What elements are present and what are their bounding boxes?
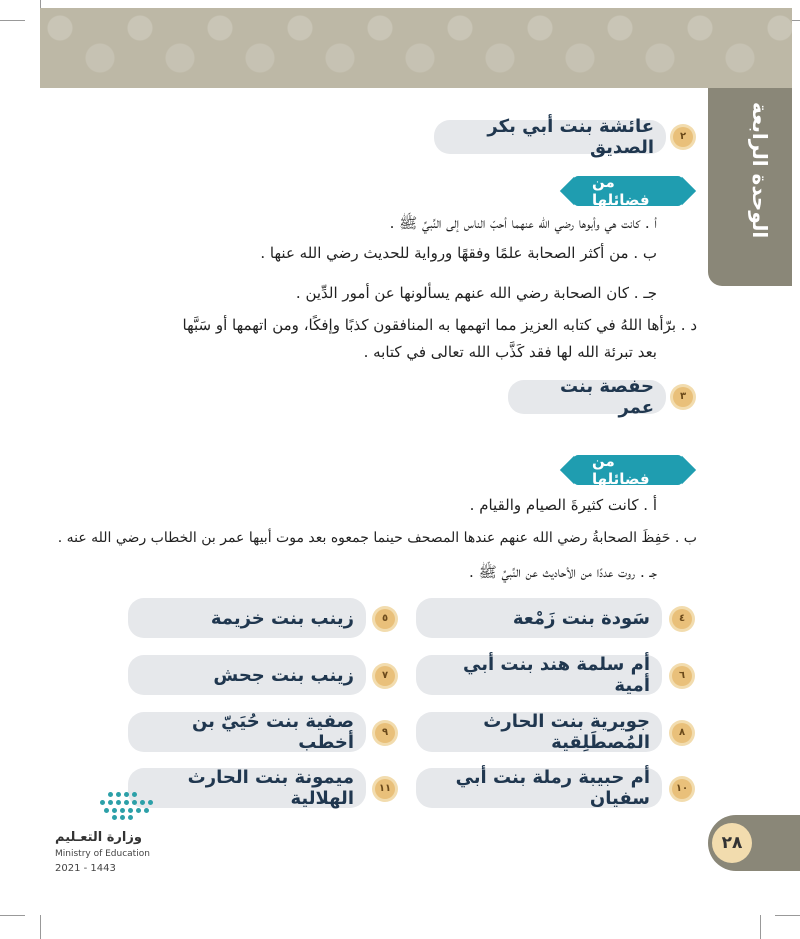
wife-number-badge: ٥ bbox=[375, 609, 395, 629]
virtues-label bbox=[574, 452, 682, 488]
wife-number-badge: ٩ bbox=[375, 723, 395, 743]
section-number-badge: ٢ bbox=[673, 127, 693, 147]
wife-card bbox=[416, 768, 662, 808]
header-banner bbox=[40, 8, 792, 88]
wife-name: جويرية بنت الحارث المُصطَلِقية bbox=[483, 711, 650, 753]
crop-mark bbox=[40, 0, 41, 8]
page-number-tab bbox=[708, 815, 800, 871]
crop-mark bbox=[775, 915, 800, 916]
unit-side-tab bbox=[708, 88, 792, 286]
wife-card bbox=[128, 655, 366, 695]
wife-name: زينب بنت جحش bbox=[213, 664, 354, 686]
virtues-label-text: من فضائلها bbox=[592, 173, 650, 209]
virtues-label-text: من فضائلها bbox=[592, 452, 650, 488]
hafsa-line: جـ . روت عددًا من الأحاديث عن النَّبيِّ ﷺ . bbox=[469, 563, 657, 581]
aisha-line: ب . من أكثر الصحابة علمًا وفقهًا ورواية للحديث رضي الله عنها . bbox=[260, 244, 657, 262]
unit-tab-label: الوحدة الرابعة bbox=[748, 102, 772, 239]
wife-number-badge: ٨ bbox=[672, 723, 692, 743]
wife-number-badge: ١٠ bbox=[672, 779, 692, 799]
section-title-aisha bbox=[434, 116, 666, 158]
wife-name: صفية بنت حُيَيّ بن أخطب bbox=[191, 711, 354, 753]
wife-number-badge: ٤ bbox=[672, 609, 692, 629]
wife-number-badge: ١١ bbox=[375, 779, 395, 799]
crop-mark bbox=[760, 915, 761, 939]
ministry-logo-icon bbox=[100, 792, 160, 820]
ministry-year: 2021 - 1443 bbox=[55, 863, 116, 874]
aisha-line: بعد تبرئة الله لها فقد كَذَّب الله تعالى في كتابه . bbox=[363, 343, 657, 361]
wife-card bbox=[128, 598, 366, 638]
wife-number-badge: ٦ bbox=[672, 666, 692, 686]
page-number: ٢٨ bbox=[712, 823, 752, 863]
wife-name: زينب بنت خزيمة bbox=[210, 607, 354, 629]
crop-mark bbox=[40, 915, 41, 939]
crop-mark bbox=[0, 915, 25, 916]
wife-card bbox=[128, 768, 366, 808]
wife-name: أم حبيبة رملة بنت أبي سفيان bbox=[455, 767, 650, 809]
section-title-text: عائشة بنت أبي بكر الصديق bbox=[487, 116, 654, 158]
ministry-english: Ministry of Education bbox=[55, 849, 150, 859]
wife-card bbox=[128, 712, 366, 752]
section-title-text: حفصة بنت عمر bbox=[559, 376, 654, 418]
aisha-line: أ . كانت هي وأبوها رضي الله عنهما أحبّ الناس إلى النَّبيِّ ﷺ . bbox=[389, 214, 657, 232]
section-title-hafsa bbox=[508, 376, 666, 418]
wife-number-badge: ٧ bbox=[375, 666, 395, 686]
wife-name: أم سلمة هند بنت أبي أمية bbox=[463, 654, 650, 696]
virtues-label bbox=[574, 173, 682, 209]
wife-name: سَودة بنت زَمْعة bbox=[512, 607, 650, 629]
aisha-line: د . برّأها اللهُ في كتابه العزيز مما اتهمها به المنافقون كذبًا وإفكًا، ومن اتهمها أو سَبَّها bbox=[182, 316, 697, 334]
hafsa-line: أ . كانت كثيرةَ الصيام والقيام . bbox=[469, 496, 657, 514]
aisha-line: جـ . كان الصحابة رضي الله عنهم يسألونها عن أمور الدِّين . bbox=[295, 284, 657, 302]
wife-card bbox=[416, 598, 662, 638]
crop-mark bbox=[0, 20, 25, 21]
wife-card bbox=[416, 712, 662, 752]
ministry-arabic: وزارة التعـليم bbox=[55, 830, 142, 845]
wife-name: ميمونة بنت الحارث الهلالية bbox=[187, 767, 354, 809]
hafsa-line: ب . حَفِظَ الصحابةُ رضي الله عنهم عندها المصحف حينما جمعوه بعد موت أبيها عمر بن الخطاب رضي الله عنه . bbox=[57, 530, 697, 546]
section-number-badge: ٣ bbox=[673, 387, 693, 407]
wife-card bbox=[416, 655, 662, 695]
